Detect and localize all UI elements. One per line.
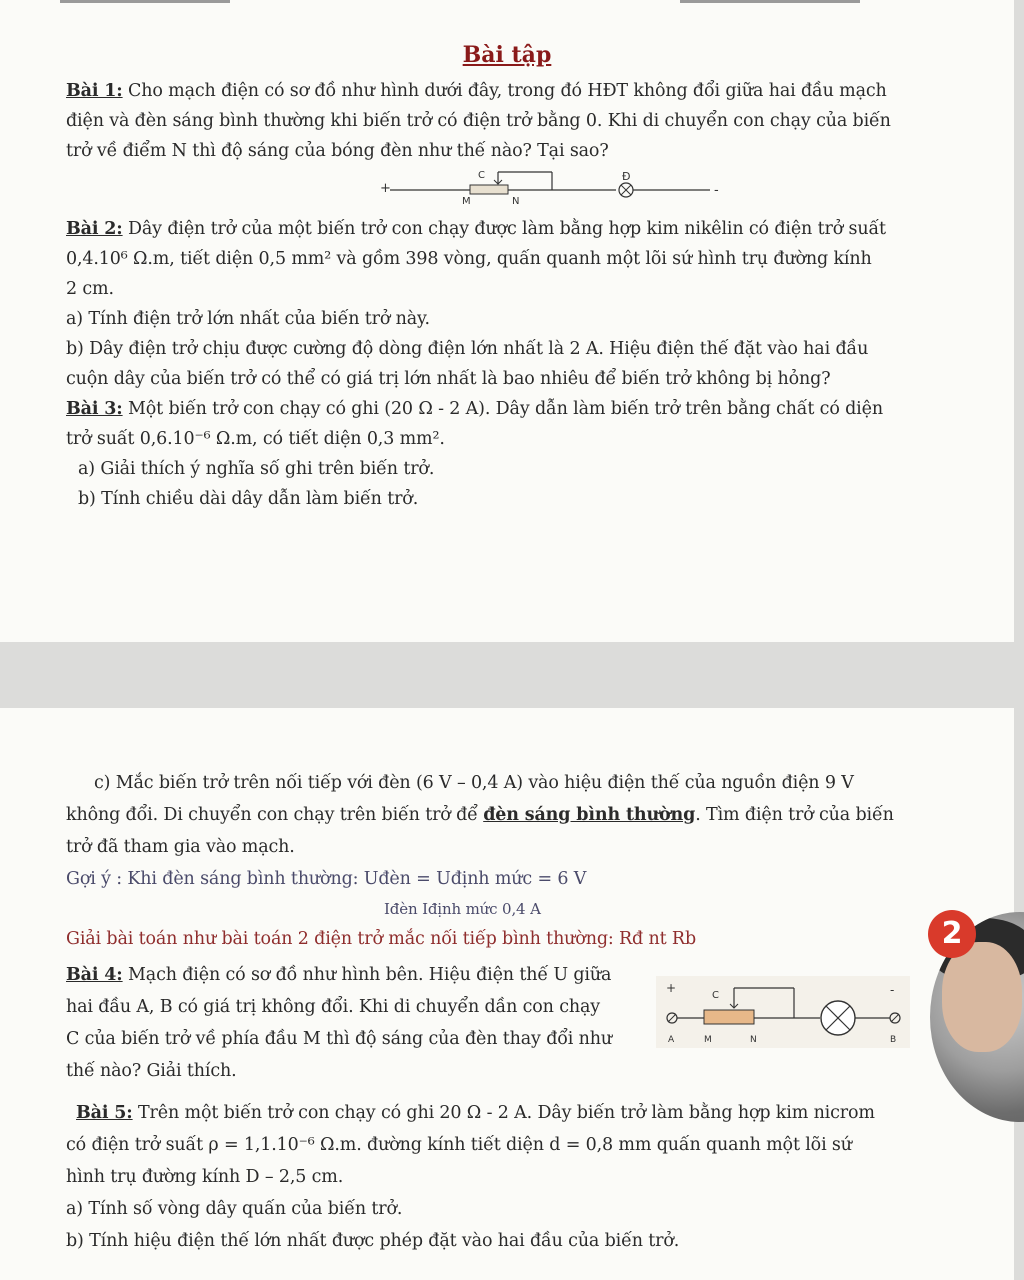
diagram1-label-m: M bbox=[462, 196, 471, 206]
circuit-diagram-1 bbox=[370, 166, 730, 206]
bai3-line2: trở suất 0,6.10⁻⁶ Ω.m, có tiết diện 0,3 mm². bbox=[66, 429, 445, 449]
diagram1-label-d: Đ bbox=[622, 170, 631, 183]
bai4-line2: hai đầu A, B có giá trị không đổi. Khi di chuyển dần con chạy bbox=[66, 997, 601, 1017]
lamp-icon bbox=[619, 183, 633, 197]
bai1-line2: điện và đèn sáng bình thường khi biến trở có điện trở bằng 0. Khi di chuyển con chạy của biến bbox=[66, 111, 891, 131]
diagram1-rheostat bbox=[470, 185, 508, 194]
bai1-label: Bài 1: bbox=[66, 81, 123, 101]
bai5-line1 bbox=[76, 1102, 875, 1124]
bai4-line1 bbox=[66, 964, 611, 986]
part-c-emphasis: đèn sáng bình thường bbox=[483, 805, 696, 825]
part-c-line1: c) Mắc biến trở trên nối tiếp với đèn (6 V – 0,4 A) vào hiệu điện thế của nguồn điện 9 V bbox=[94, 773, 854, 793]
part-c-line3: trở đã tham gia vào mạch. bbox=[66, 837, 295, 857]
avatar-face bbox=[942, 942, 1022, 1052]
bai3-label: Bài 3: bbox=[66, 399, 123, 419]
diagram1-minus: - bbox=[714, 183, 719, 198]
bai2-part-a: a) Tính điện trở lớn nhất của biến trở này. bbox=[66, 309, 430, 329]
bai4-line4: thế nào? Giải thích. bbox=[66, 1061, 237, 1081]
bai5-text1: Trên một biến trở con chạy có ghi 20 Ω - 2 A. Dây biến trở làm bằng hợp kim nicrom bbox=[132, 1103, 875, 1123]
bai2-part-b-line1: b) Dây điện trở chịu được cường độ dòng điện lớn nhất là 2 A. Hiệu điện thế đặt vào hai đầu bbox=[66, 339, 869, 359]
bai3-part-a: a) Giải thích ý nghĩa số ghi trên biến trở. bbox=[78, 459, 435, 479]
bai5-line3: hình trụ đường kính D – 2,5 cm. bbox=[66, 1167, 344, 1187]
bai5-part-b: b) Tính hiệu điện thế lớn nhất được phép đặt vào hai đầu của biến trở. bbox=[66, 1231, 680, 1251]
lamp-icon-2 bbox=[821, 1001, 855, 1035]
diagram2-label-m: M bbox=[704, 1035, 712, 1045]
diagram2-label-c: C bbox=[712, 990, 719, 1001]
part-c-line2 bbox=[66, 804, 894, 826]
page-sheet-2 bbox=[0, 708, 1014, 1280]
diagram1-label-n: N bbox=[512, 196, 520, 206]
bai5-label: Bài 5: bbox=[76, 1103, 133, 1123]
page-sheet-1 bbox=[0, 0, 1014, 642]
hint-line3: Giải bài toán như bài toán 2 điện trở mắc nối tiếp bình thường: Rđ nt Rb bbox=[66, 929, 697, 949]
bai1-text1: Cho mạch điện có sơ đồ như hình dưới đây, trong đó HĐT không đổi giữa hai đầu mạch bbox=[122, 81, 887, 101]
diagram1-label-c: C bbox=[478, 170, 485, 181]
notification-badge[interactable]: 2 bbox=[928, 910, 976, 958]
bai4-label: Bài 4: bbox=[66, 965, 123, 985]
diagram2-minus: - bbox=[890, 983, 895, 997]
bai4-line3: C của biến trở về phía đầu M thì độ sáng của đèn thay đổi như bbox=[66, 1029, 613, 1049]
bai3-line1 bbox=[66, 398, 883, 420]
bai1-line1 bbox=[66, 80, 887, 102]
part-c-text2a: không đổi. Di chuyển con chạy trên biến trở để bbox=[66, 805, 484, 825]
bai5-line2: có điện trở suất ρ = 1,1.10⁻⁶ Ω.m. đường kính tiết diện d = 0,8 mm quấn quanh một lõi sứ bbox=[66, 1135, 852, 1155]
bai3-text1: Một biến trở con chạy có ghi (20 Ω - 2 A). Dây dẫn làm biến trở trên bằng chất có diện bbox=[122, 399, 883, 419]
bai4-text1: Mạch điện có sơ đồ như hình bên. Hiệu điện thế U giữa bbox=[122, 965, 612, 985]
part-c-text2c: . Tìm điện trở của biến bbox=[695, 805, 894, 825]
bai2-text1: Dây điện trở của một biến trở con chạy được làm bằng hợp kim nikêlin có điện trở suất bbox=[122, 219, 886, 239]
bai5-part-a: a) Tính số vòng dây quấn của biến trở. bbox=[66, 1199, 403, 1219]
bai2-line1 bbox=[66, 218, 886, 240]
cropped-top-line bbox=[40, 0, 980, 6]
hint-line2: Iđèn Iđịnh mức 0,4 A bbox=[384, 900, 541, 918]
hint-line1: Gợi ý : Khi đèn sáng bình thường: Uđèn = Uđịnh mức = 6 V bbox=[66, 869, 587, 889]
bai2-part-b-line2: cuộn dây của biến trở có thể có giá trị lớn nhất là bao nhiêu để biến trở không bị hỏng? bbox=[66, 369, 831, 389]
bai1-line3: trở về điểm N thì độ sáng của bóng đèn như thế nào? Tại sao? bbox=[66, 141, 609, 161]
bai2-line3: 2 cm. bbox=[66, 279, 114, 299]
bai3-part-b: b) Tính chiều dài dây dẫn làm biến trở. bbox=[78, 489, 419, 509]
bai2-line2: 0,4.10⁶ Ω.m, tiết diện 0,5 mm² và gồm 398 vòng, quấn quanh một lõi sứ hình trụ đường kính bbox=[66, 249, 872, 269]
page-title: Bài tập bbox=[462, 42, 552, 68]
diagram1-plus: + bbox=[380, 181, 391, 196]
circuit-diagram-2 bbox=[656, 976, 910, 1048]
diagram2-plus: + bbox=[666, 981, 677, 995]
diagram2-rheostat bbox=[704, 1010, 754, 1024]
diagram2-label-n: N bbox=[750, 1035, 757, 1045]
diagram2-label-b: B bbox=[890, 1035, 897, 1045]
diagram2-label-a: A bbox=[668, 1035, 675, 1045]
bai2-label: Bài 2: bbox=[66, 219, 123, 239]
